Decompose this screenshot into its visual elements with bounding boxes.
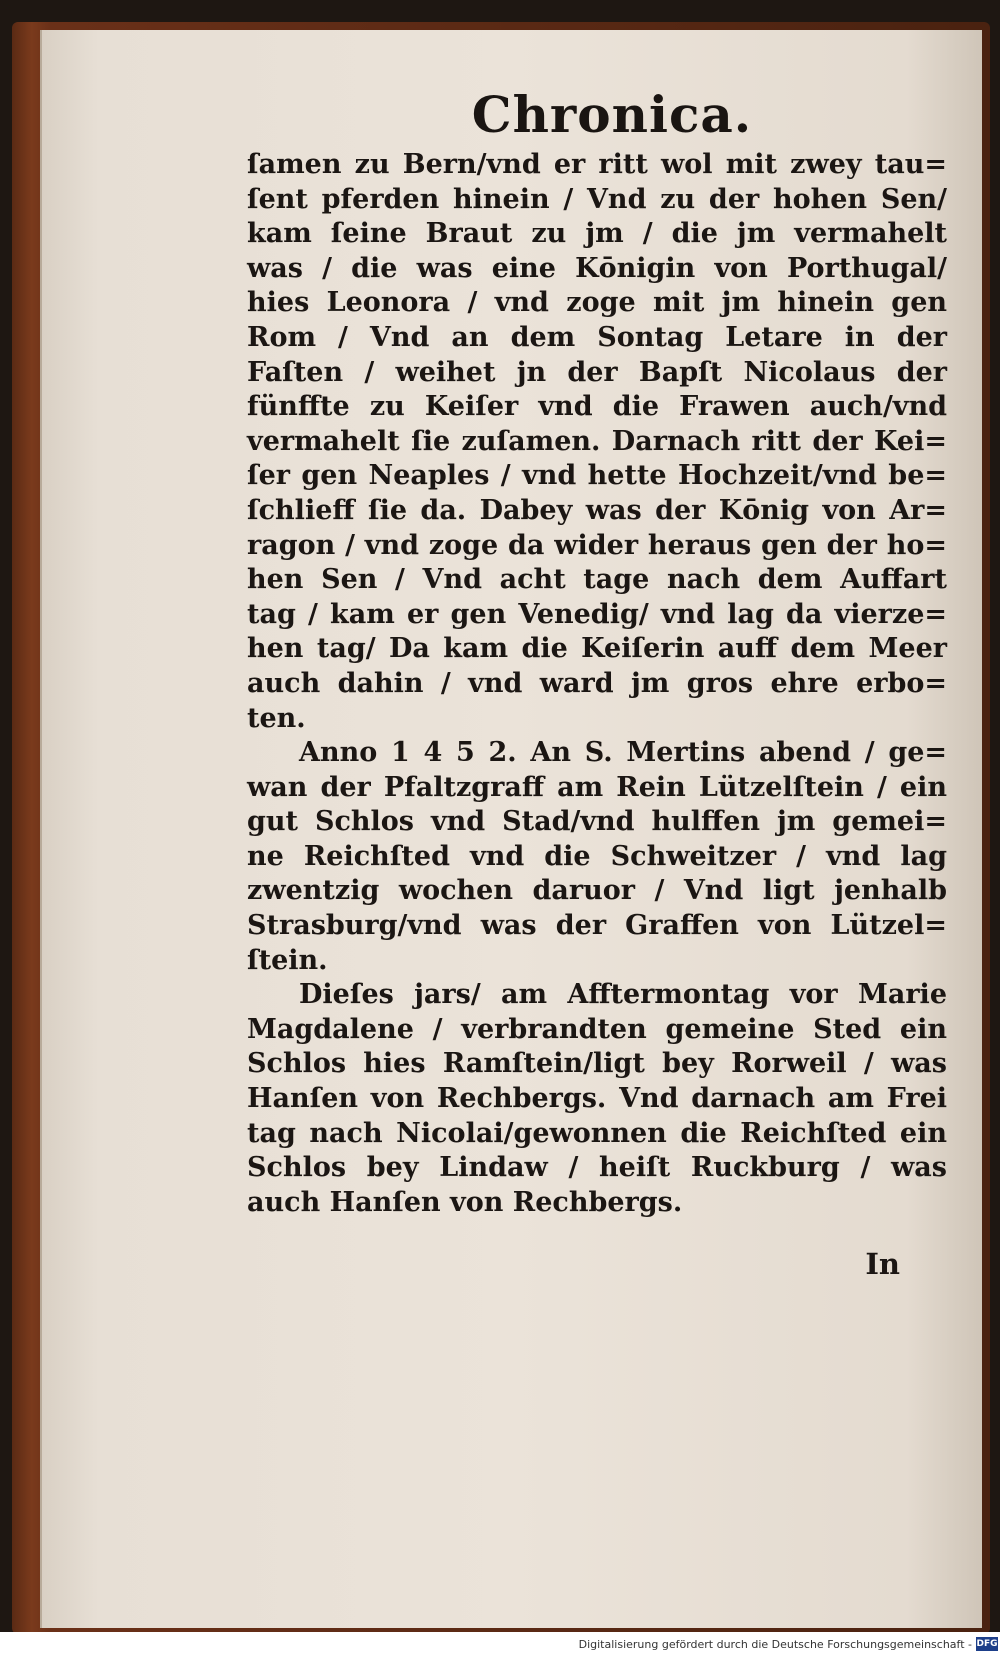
text-line: kam ſeine Braut zu jm / die jm vermahelt [247,218,947,250]
text-line: gut Schlos vnd Stad/vnd hulffen jm gemei= [247,806,947,838]
text-line: ne Reichſted vnd die Schweitzer / vnd lag [247,840,947,872]
text-line: Magdalene / verbrandten gemeine Sted ein [247,1013,947,1045]
running-head: Chronica. [471,85,753,144]
body-text [247,148,947,1220]
text-line: hen tag/ Da kam die Keiſerin auff dem Meer [247,633,947,665]
book-page [40,30,982,1628]
text-line: auch dahin / vnd ward jm gros ehre erbo= [247,667,947,699]
text-line: hen Sen / Vnd acht tage nach dem Auffart [247,564,947,596]
footer-credit: Digitalisierung gefördert durch die Deutsche Forschungsgemeinschaft - [578,1638,972,1651]
digitization-footer [0,1632,1000,1654]
text-line: ten. [247,702,306,734]
text-line: ſent pferden hinein / Vnd zu der hohen Sen/ [247,183,947,215]
dfg-logo-icon: DFG [976,1639,998,1649]
text-line: ragon / vnd zoge da wider heraus gen der ho= [247,529,947,561]
text-line: fünffte zu Keiſer vnd die Frawen auch/vnd [247,391,947,423]
text-line: auch Hanſen von Rechbergs. [247,1186,683,1218]
text-line: wan der Pfaltzgraff am Rein Lützelſtein / ein [247,771,947,803]
catchword: In [865,1247,900,1281]
text-line: Schlos bey Lindaw / heiſt Ruckburg / was [247,1152,947,1184]
text-line: Strasburg/vnd was der Graffen von Lützel= [247,910,947,942]
text-line: Schlos hies Ramſtein/ligt bey Rorweil / was [247,1048,947,1080]
text-line: Hanſen von Rechbergs. Vnd darnach am Frei [247,1083,947,1115]
text-line: tag / kam er gen Venedig/ vnd lag da vierze= [247,598,947,630]
text-line: Rom / Vnd an dem Sontag Letare in der [247,321,947,353]
page-content [42,30,982,1628]
text-line: hies Leonora / vnd zoge mit jm hinein gen [247,287,947,319]
text-line: zwentzig wochen daruor / Vnd ligt jenhalb [247,875,947,907]
text-line: was / die was eine Kōnigin von Porthugal/ [247,252,947,284]
text-line: ſamen zu Bern/vnd er ritt wol mit zwey tau= [247,149,947,180]
text-line: vermahelt ſie zuſamen. Darnach ritt der Kei= [247,425,947,457]
text-line: Anno 1 4 5 2. An S. Mertins abend / ge= [299,737,947,769]
text-line: tag nach Nicolai/gewonnen die Reichſted ein [247,1117,947,1149]
text-line: Faſten / weihet jn der Bapſt Nicolaus der [247,356,947,388]
text-line: ſtein. [247,944,328,976]
text-line: ſer gen Neaples / vnd hette Hochzeit/vnd be= [247,460,947,492]
text-line: Dieſes jars/ am Afftermontag vor Marie [299,979,947,1011]
text-line: ſchlieff ſie da. Dabey was der Kōnig von Ar= [247,494,947,526]
